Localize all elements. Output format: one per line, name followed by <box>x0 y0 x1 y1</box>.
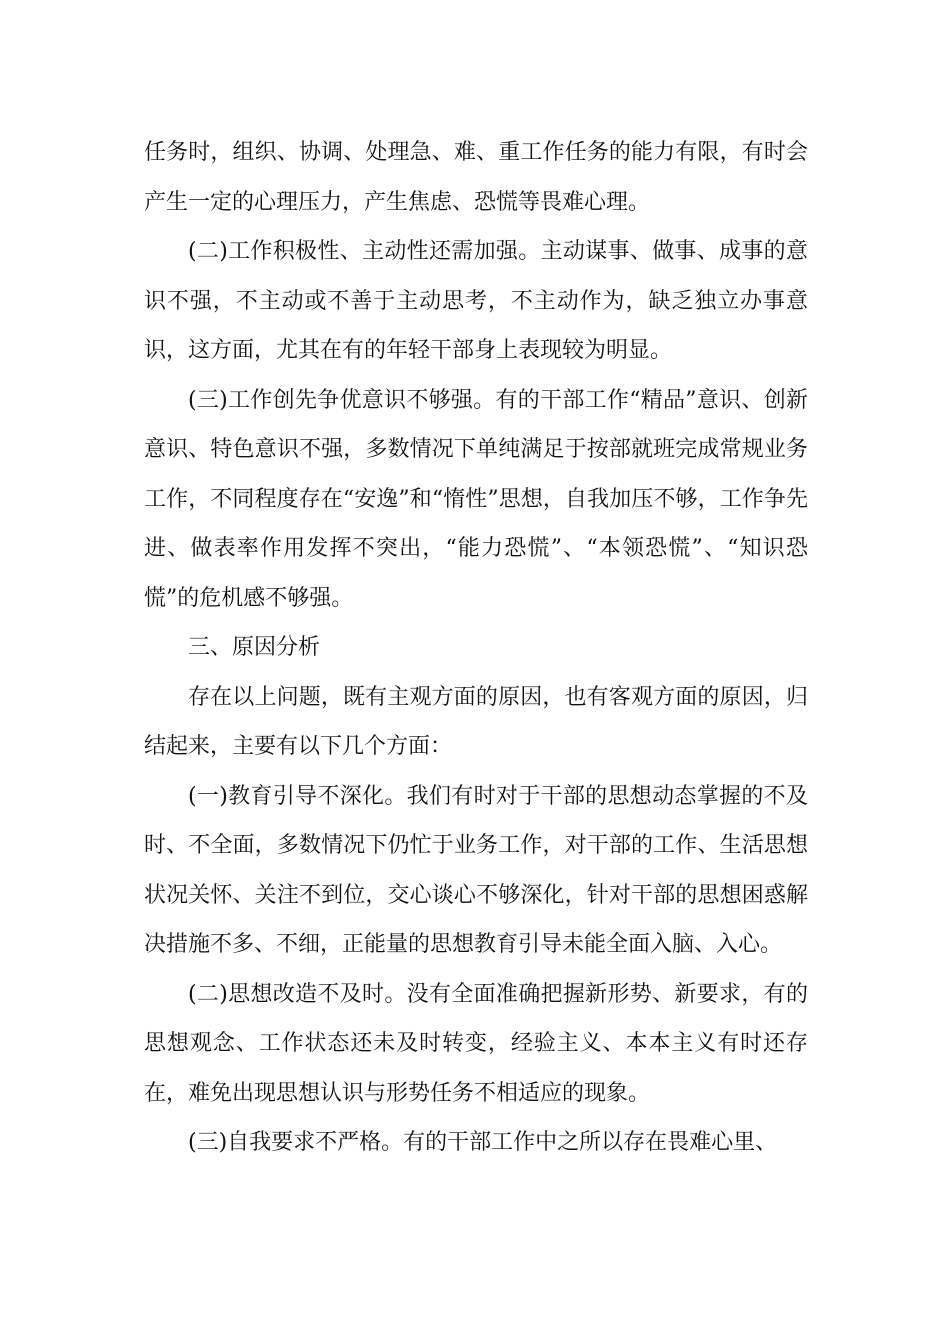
paragraph-continued: 任务时，组织、协调、处理急、难、重工作任务的能力有限，有时会产生一定的心理压力，产生焦虑、恐慌等畏难心理。 <box>144 140 808 215</box>
paragraph-self-discipline: (三)自我要求不严格。有的干部工作中之所以存在畏难心里、 <box>188 1130 778 1155</box>
document-body <box>144 128 808 1168</box>
section-heading-cause-analysis: 三、原因分析 <box>188 635 321 660</box>
paragraph-excellence-awareness: (三)工作创先争优意识不够强。有的干部工作“精品”意识、创新意识、特色意识不强，多数情况下单纯满足于按部就班完成常规业务工作，不同程度存在“安逸”和“惰性”思想，自我加压不够，工作争先进、做表率作用发挥不突出，“能力恐慌”、“本领恐慌”、“知识恐慌”的危机感不够强。 <box>144 387 808 611</box>
paragraph-education-guidance: (一)教育引导不深化。我们有时对于干部的思想动态掌握的不及时、不全面，多数情况下仍忙于业务工作，对干部的工作、生活思想状况关怀、关注不到位，交心谈心不够深化，针对干部的思想困惑解决措施不多、不细，正能量的思想教育引导未能全面入脑、入心。 <box>144 783 808 957</box>
paragraph-thought-reform: (二)思想改造不及时。没有全面准确把握新形势、新要求，有的思想观念、工作状态还未及时转变，经验主义、本本主义有时还存在，难免出现思想认识与形势任务不相适应的现象。 <box>144 981 808 1106</box>
paragraph-cause-intro: 存在以上问题，既有主观方面的原因，也有客观方面的原因，归结起来，主要有以下几个方面： <box>144 684 808 759</box>
paragraph-work-initiative: (二)工作积极性、主动性还需加强。主动谋事、做事、成事的意识不强，不主动或不善于主动思考，不主动作为，缺乏独立办事意识，这方面，尤其在有的年轻干部身上表现较为明显。 <box>144 239 808 363</box>
